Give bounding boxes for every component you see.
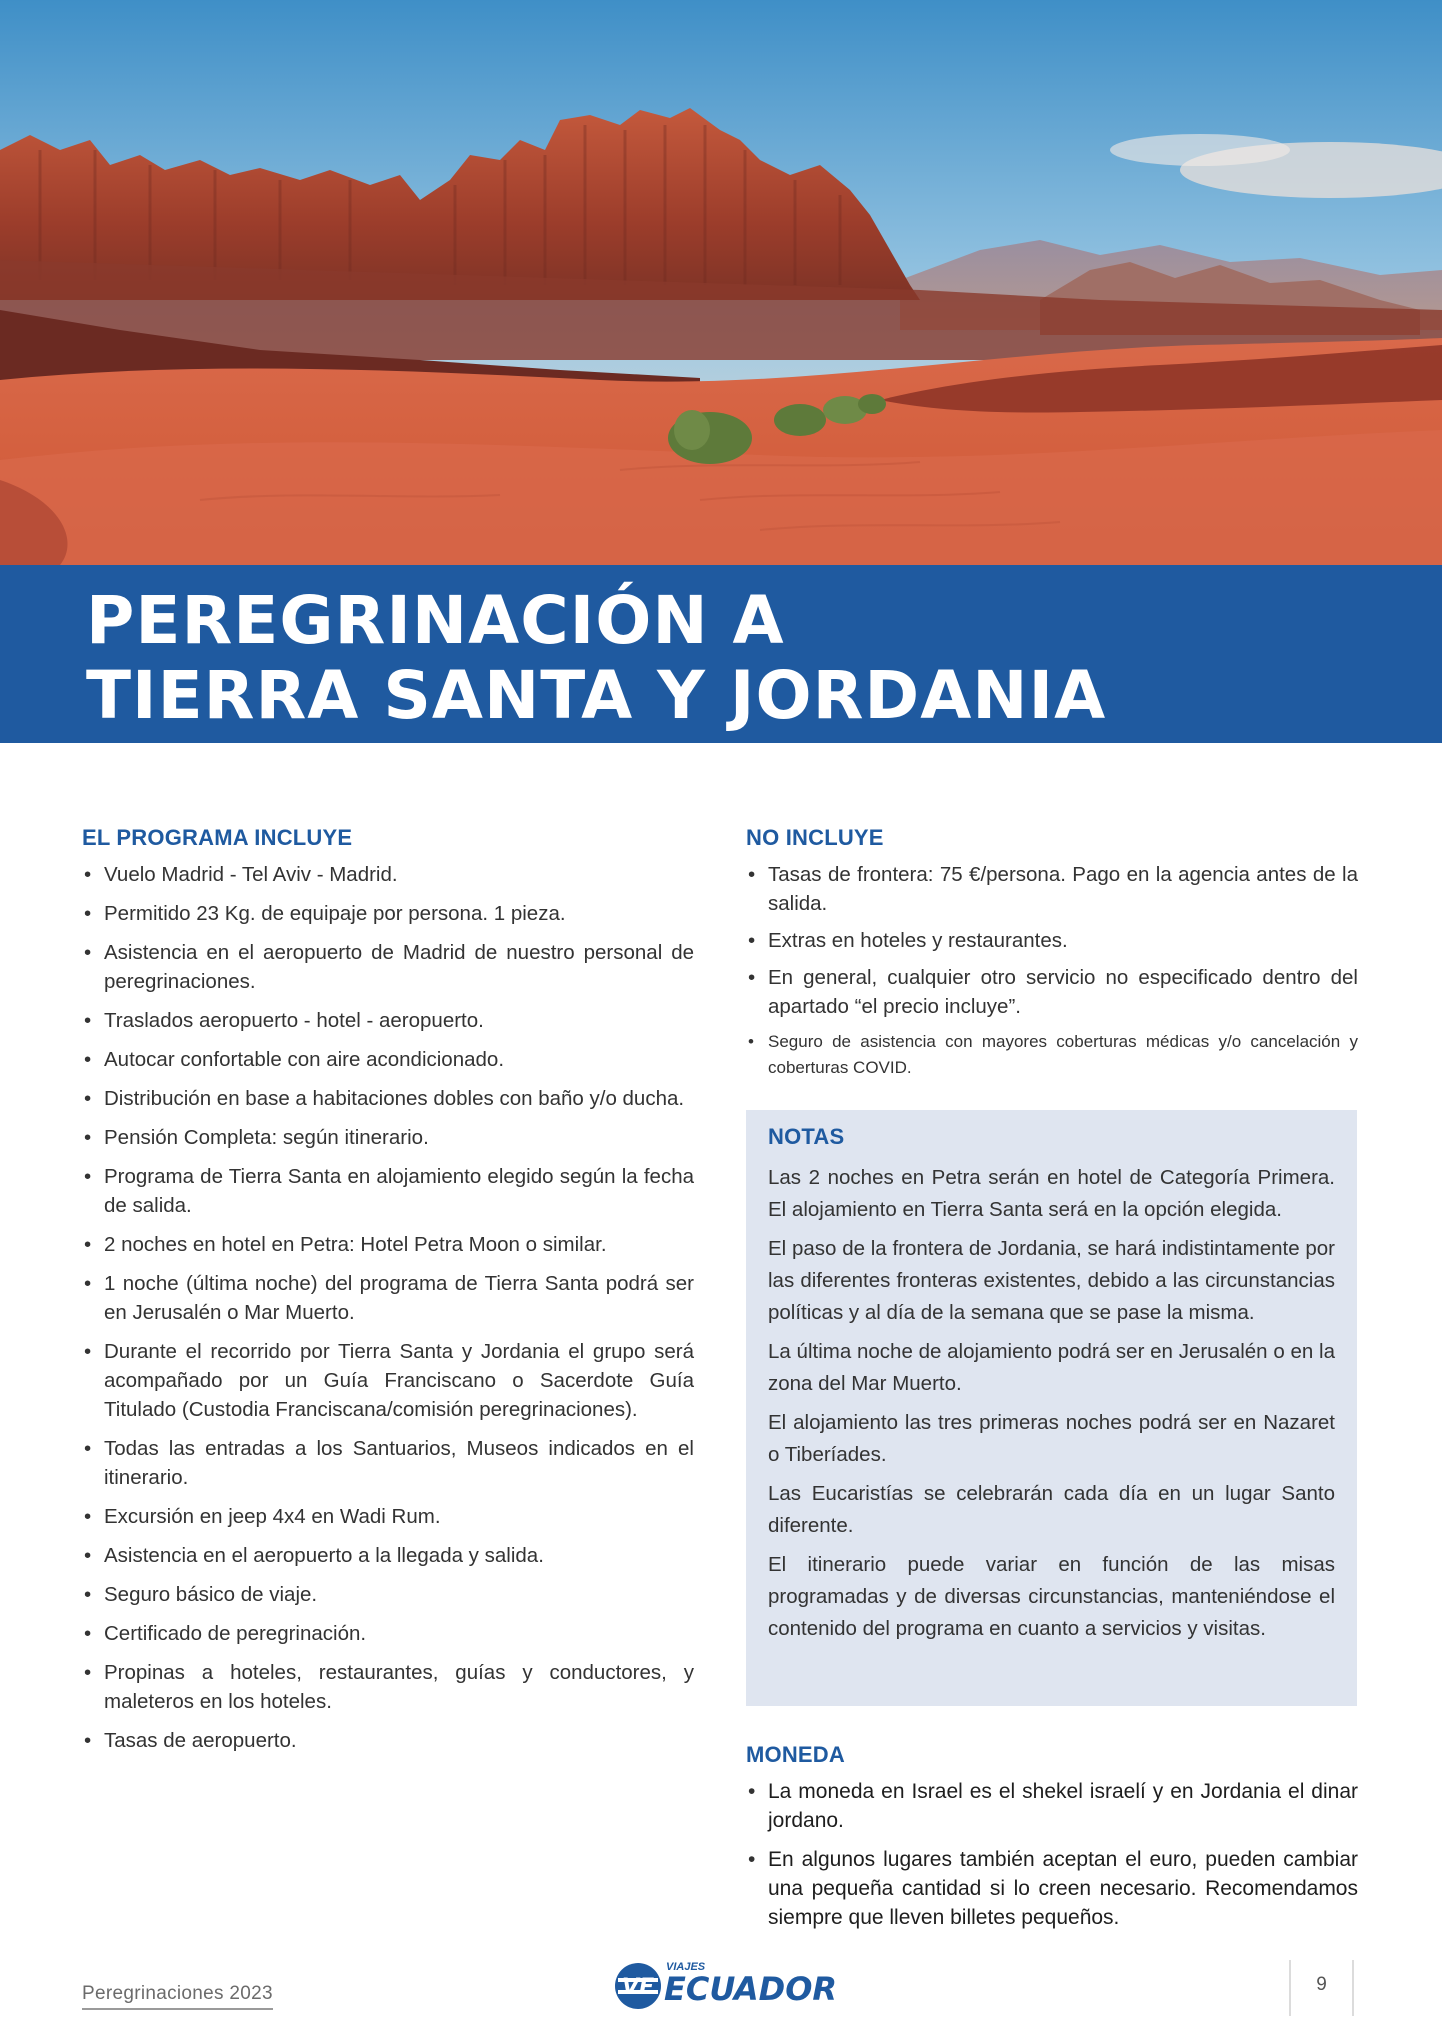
list-item: • Tasas de frontera: 75 €/persona. Pago en la agencia antes de la salida. bbox=[746, 860, 1358, 918]
list-item: • Extras en hoteles y restaurantes. bbox=[746, 926, 1358, 955]
list-item: • 1 noche (última noche) del programa de Tierra Santa podrá ser en Jerusalén o Mar Muerto. bbox=[82, 1269, 694, 1327]
page-title-line-1: PEREGRINACIÓN A bbox=[86, 582, 785, 659]
list-item: • En general, cualquier otro servicio no especificado dentro del apartado “el precio incluye”. bbox=[746, 963, 1358, 1021]
page-title-line-2: TIERRA SANTA Y JORDANIA bbox=[86, 657, 1107, 734]
notas-box bbox=[746, 1110, 1357, 1706]
list-item: • Certificado de peregrinación. bbox=[82, 1619, 694, 1648]
logo-main-text: ECUADOR bbox=[664, 1970, 838, 2008]
notas-paragraph: El itinerario puede variar en función de las misas programadas y de diversas circunstancias, manteniéndose el contenido del programa en cuanto a servicios y visitas. bbox=[768, 1553, 1335, 1640]
moneda-list bbox=[746, 1777, 1358, 1932]
logo-mark-icon bbox=[615, 1963, 661, 2009]
list-item: • Propinas a hoteles, restaurantes, guías y conductores, y maleteros en los hoteles. bbox=[82, 1658, 694, 1716]
list-item: • Pensión Completa: según itinerario. bbox=[82, 1123, 694, 1152]
notas-heading: NOTAS bbox=[768, 1124, 845, 1149]
list-item: • Seguro básico de viaje. bbox=[82, 1580, 694, 1609]
no-incluye-section bbox=[746, 825, 1358, 1089]
incluye-section bbox=[82, 825, 694, 1765]
footer-publication: Peregrinaciones 2023 bbox=[82, 1983, 273, 2010]
page-number-box bbox=[1289, 1960, 1354, 2030]
list-item: • Asistencia en el aeropuerto a la llegada y salida. bbox=[82, 1541, 694, 1570]
list-item: • Vuelo Madrid - Tel Aviv - Madrid. bbox=[82, 860, 694, 889]
logo-mark: VE bbox=[621, 1975, 655, 2000]
no-incluye-list bbox=[746, 860, 1358, 1081]
list-item: • 2 noches en hotel en Petra: Hotel Petra Moon o similar. bbox=[82, 1230, 694, 1259]
incluye-list bbox=[82, 860, 694, 1755]
list-item: • Distribución en base a habitaciones dobles con baño y/o ducha. bbox=[82, 1084, 694, 1113]
logo-small-text: VIAJES bbox=[666, 1961, 706, 1973]
list-item: • Asistencia en el aeropuerto de Madrid de nuestro personal de peregrinaciones. bbox=[82, 938, 694, 996]
list-item: • Traslados aeropuerto - hotel - aeropuerto. bbox=[82, 1006, 694, 1035]
hero-image bbox=[0, 0, 1442, 565]
list-item: • Excursión en jeep 4x4 en Wadi Rum. bbox=[82, 1502, 694, 1531]
list-item: • La moneda en Israel es el shekel israelí y en Jordania el dinar jordano. bbox=[746, 1777, 1358, 1835]
list-item: • Todas las entradas a los Santuarios, Museos indicados en el itinerario. bbox=[82, 1434, 694, 1492]
moneda-section bbox=[746, 1742, 1358, 1942]
incluye-heading: EL PROGRAMA INCLUYE bbox=[82, 825, 353, 850]
notas-paragraph: El paso de la frontera de Jordania, se hará indistintamente por las diferentes fronteras existentes, debido a las circunstancias políticas y al día de la semana que se pase la misma. bbox=[768, 1237, 1335, 1324]
notas-paragraph: Las 2 noches en Petra serán en hotel de Categoría Primera. El alojamiento en Tierra Santa será en la opción elegida. bbox=[768, 1166, 1335, 1221]
list-item: • Programa de Tierra Santa en alojamiento elegido según la fecha de salida. bbox=[82, 1162, 694, 1220]
list-item: • Tasas de aeropuerto. bbox=[82, 1726, 694, 1755]
list-item: • Seguro de asistencia con mayores coberturas médicas y/o cancelación y coberturas COVID. bbox=[746, 1029, 1358, 1081]
list-item: • Autocar confortable con aire acondicionado. bbox=[82, 1045, 694, 1074]
notas-paragraph: La última noche de alojamiento podrá ser en Jerusalén o en la zona del Mar Muerto. bbox=[768, 1340, 1335, 1395]
page-number: 9 bbox=[1316, 1974, 1327, 1995]
no-incluye-heading: NO INCLUYE bbox=[746, 825, 884, 850]
list-item: • Permitido 23 Kg. de equipaje por persona. 1 pieza. bbox=[82, 899, 694, 928]
notas-paragraph: Las Eucaristías se celebrarán cada día en un lugar Santo diferente. bbox=[768, 1482, 1335, 1537]
list-item: • En algunos lugares también aceptan el euro, pueden cambiar una pequeña cantidad si lo creen necesario. Recomendamos siempre que lleven billetes pequeños. bbox=[746, 1845, 1358, 1932]
moneda-heading: MONEDA bbox=[746, 1742, 845, 1767]
list-item: • Durante el recorrido por Tierra Santa y Jordania el grupo será acompañado por un Guía Franciscano o Sacerdote Guía Titulado (Custodia Franciscana/comisión peregrinaciones). bbox=[82, 1337, 694, 1424]
notas-paragraph: El alojamiento las tres primeras noches podrá ser en Nazaret o Tiberíades. bbox=[768, 1411, 1335, 1466]
viajes-ecuador-logo bbox=[608, 1950, 848, 2020]
